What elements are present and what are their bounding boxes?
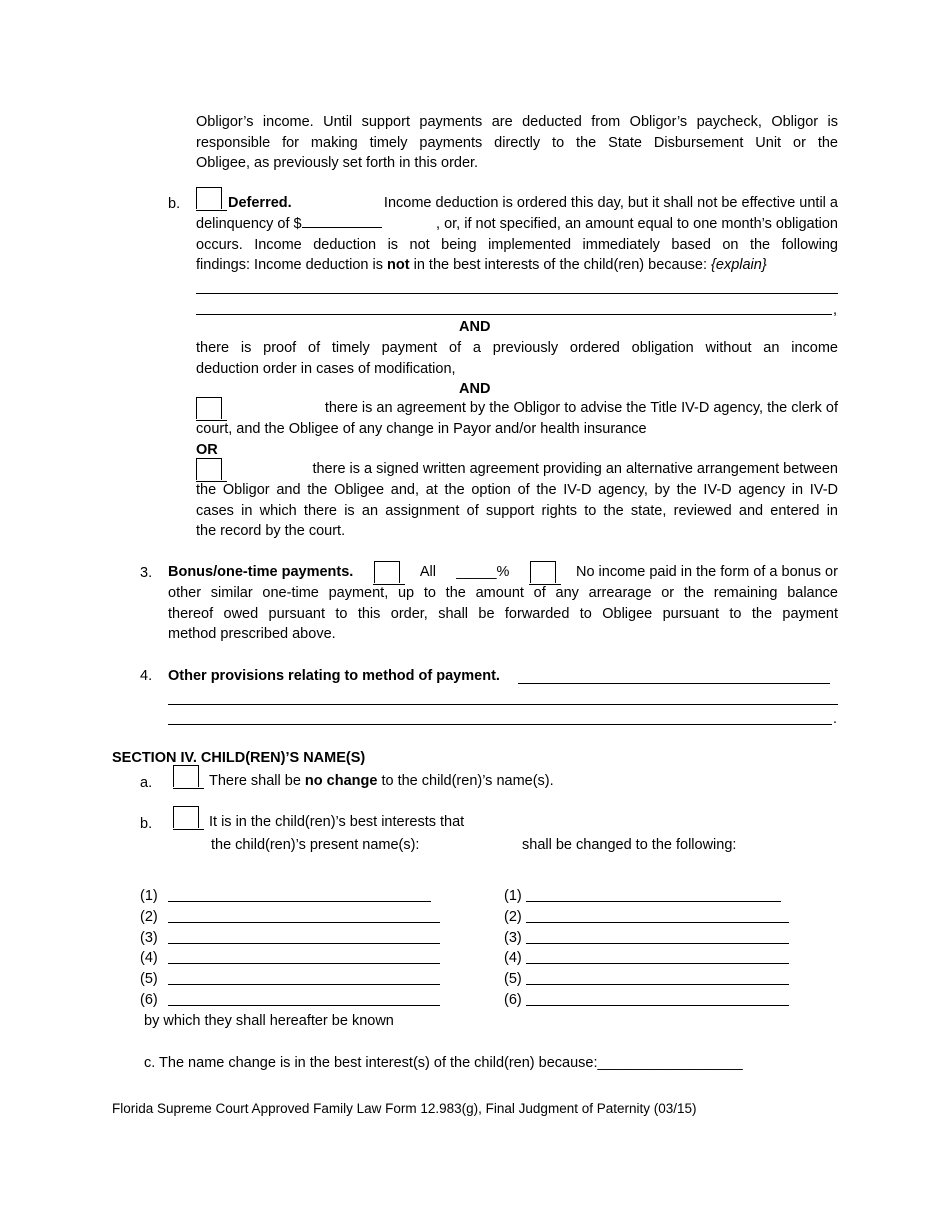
findings-text: findings: Income deduction is	[196, 257, 383, 274]
agreement-2-checkbox[interactable]	[196, 458, 222, 480]
new-name-number: (3)	[504, 929, 522, 946]
present-name-number: (3)	[140, 929, 158, 946]
agreement-2-line-4: the record by the court.	[196, 523, 346, 540]
agreement-2-line-3: cases in which there is an assignment of support rights to the state, reviewed and entered in	[196, 502, 838, 519]
new-name-field[interactable]	[526, 922, 789, 923]
item-3-bonus	[168, 553, 838, 645]
explain-line-1[interactable]	[196, 293, 838, 294]
present-name-number: (6)	[140, 992, 158, 1008]
top-line-2: responsible for making timely payments directly to the State Disbursement Unit or the	[196, 134, 838, 151]
agreement-1	[196, 392, 838, 440]
no-change-checkbox[interactable]	[173, 765, 199, 787]
present-name-field[interactable]	[168, 943, 440, 944]
other-provisions-title: Other provisions relating to method of payment.	[168, 668, 500, 684]
new-name-number: (4)	[504, 950, 522, 967]
new-name-field[interactable]	[526, 943, 789, 944]
no-change-text-2: to the child(ren)’s name(s).	[381, 773, 554, 789]
agreement-2-line-1: there is a signed written agreement providing an alternative arrangement between	[312, 461, 838, 478]
new-name-field[interactable]	[526, 901, 781, 902]
bonus-title: Bonus/one-time payments.	[168, 564, 354, 581]
bonus-line-2: other similar one-time payment, up to the amount of any arrearage or the remaining balance	[168, 585, 838, 601]
item-b-letter: b.	[168, 196, 181, 212]
explain-line-2[interactable]	[196, 314, 832, 315]
present-names-label: the child(ren)’s present name(s):	[211, 837, 420, 853]
item-b-deferred	[196, 184, 838, 276]
proof-line-1: there is proof of timely payment of a previously ordered obligation without an income	[196, 340, 838, 356]
bonus-percent-field[interactable]: _____%	[456, 564, 510, 581]
name-change-checkbox[interactable]	[173, 806, 199, 828]
present-name-field[interactable]	[168, 1005, 440, 1006]
item-a-no-change	[168, 765, 554, 793]
present-name-number: (4)	[140, 950, 158, 967]
present-name-field[interactable]	[168, 984, 440, 985]
new-name-number: (2)	[504, 908, 522, 925]
present-name-number: (1)	[140, 888, 158, 904]
explain-label: {explain}	[711, 257, 767, 274]
bonus-line-3: thereof owed pursuant to this order, shall be forwarded to Obligee pursuant to the payment	[168, 605, 838, 622]
deferred-checkbox[interactable]	[196, 187, 222, 209]
present-name-field[interactable]	[168, 922, 440, 923]
item-3-number: 3.	[140, 565, 153, 581]
bonus-none-checkbox[interactable]	[530, 561, 556, 583]
agreement-1-checkbox[interactable]	[196, 397, 222, 419]
top-line-3: Obligee, as previously set forth in this order.	[196, 155, 479, 172]
known-as-text: by which they shall hereafter be known	[144, 1013, 394, 1029]
agreement-2-line-2: the Obligor and the Obligee and, at the option of the IV-D agency, by the IV-D agency in IV-D	[196, 482, 838, 498]
item-b-letter-section4: b.	[140, 816, 153, 832]
findings-text-2: in the best interests of the child(ren) because:	[413, 257, 707, 274]
other-provisions-period: .	[833, 711, 838, 727]
new-name-number: (6)	[504, 992, 522, 1008]
deferred-title: Deferred.	[228, 195, 292, 212]
present-name-field[interactable]	[168, 901, 431, 902]
new-name-field[interactable]	[526, 984, 789, 985]
changed-names-label: shall be changed to the following:	[522, 837, 737, 853]
agreement-1-line-2: court, and the Obligee of any change in Payor and/or health insurance	[196, 421, 647, 437]
deferred-line-4	[196, 255, 838, 276]
delinquency-amount-field[interactable]	[302, 214, 382, 228]
and-2: AND	[459, 381, 491, 397]
no-change-text-1: There shall be	[209, 773, 301, 789]
agreement-2	[196, 456, 838, 542]
deferred-line-2: , or, if not specified, an amount equal to one month’s obligation	[436, 216, 838, 232]
name-change-reason: c. The name change is in the best interest(s) of the child(ren) because:__________________	[144, 1055, 743, 1071]
item-4-number: 4.	[140, 668, 153, 684]
agreement-1-line-1: there is an agreement by the Obligor to advise the Title IV-D agency, the clerk of	[324, 400, 838, 417]
new-name-field[interactable]	[526, 1005, 789, 1006]
item-b-name-change	[168, 806, 464, 834]
bonus-all-checkbox[interactable]	[374, 561, 400, 583]
section-4-heading: SECTION IV. CHILD(REN)’S NAME(S)	[112, 750, 366, 766]
proof-paragraph	[196, 338, 838, 379]
top-line-1: Obligor’s income. Until support payments are deducted from Obligor’s paycheck, Obligor is	[196, 114, 838, 130]
present-name-number: (2)	[140, 908, 158, 925]
or-label: OR	[196, 442, 218, 458]
deferred-line-1: Income deduction is ordered this day, but it shall not be effective until a	[383, 195, 838, 212]
new-name-number: (5)	[504, 971, 522, 988]
form-footer: Florida Supreme Court Approved Family Law Form 12.983(g), Final Judgment of Paternity (03/15)	[112, 1101, 697, 1116]
explain-comma: ,	[833, 302, 838, 318]
deferred-line-3: occurs. Income deduction is not being implemented immediately based on the following	[196, 236, 838, 253]
other-provisions-line-1[interactable]	[518, 683, 830, 684]
and-1: AND	[459, 319, 491, 335]
name-change-text: It is in the child(ren)’s best interests that	[209, 814, 465, 830]
other-provisions-line-3[interactable]	[168, 724, 832, 725]
new-name-field[interactable]	[526, 963, 789, 964]
bonus-all-label: All	[419, 564, 436, 581]
new-name-number: (1)	[504, 888, 522, 904]
no-change-bold: no change	[304, 773, 378, 789]
bonus-line-1: No income paid in the form of a bonus or	[575, 564, 838, 581]
not-word: not	[387, 257, 410, 274]
present-name-field[interactable]	[168, 963, 440, 964]
present-name-number: (5)	[140, 971, 158, 988]
delinquency-label: delinquency of $	[196, 216, 302, 232]
other-provisions-line-2[interactable]	[168, 704, 838, 705]
top-paragraph	[196, 112, 838, 174]
item-a-letter: a.	[140, 775, 153, 791]
proof-line-2: deduction order in cases of modification,	[196, 360, 456, 377]
bonus-line-4: method prescribed above.	[168, 626, 336, 643]
